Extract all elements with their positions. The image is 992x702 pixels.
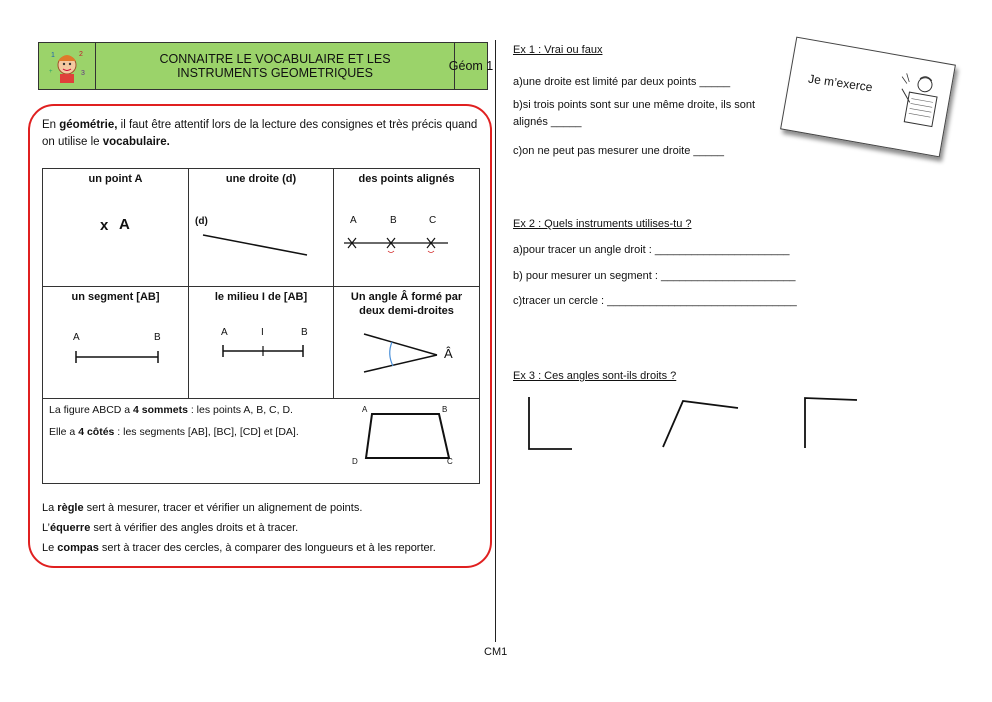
lesson-code: Géom 1 — [448, 59, 494, 73]
svg-text:+: + — [49, 69, 53, 75]
exercise-2-heading: Ex 2 : Quels instruments utilises-tu ? — [513, 218, 692, 230]
rule-line: La règle sert à mesurer, tracer et vérifier un alignement de points. — [42, 502, 363, 514]
cell-midpoint: le milieu I de [AB] A I B — [189, 287, 334, 399]
svg-text:2: 2 — [79, 51, 83, 58]
vocabulary-table — [42, 168, 480, 484]
quadrilateral-figure — [43, 399, 479, 483]
svg-text:1: 1 — [51, 52, 55, 59]
cell-line: une droite (d) (d) — [189, 169, 334, 287]
exercise-1-item-b: b)si trois points sont sur une même droite, ils sont alignés _____ — [513, 99, 756, 128]
exercise-3-heading: Ex 3 : Ces angles sont-ils droits ? — [513, 370, 677, 382]
exercise-card-label: Je m’exerce — [807, 71, 874, 95]
angle-3 — [805, 398, 857, 448]
midpoint-figure — [189, 287, 334, 399]
cell-point: un point A x A — [43, 169, 189, 287]
angle-2 — [663, 401, 738, 447]
cell-segment: un segment [AB] A B — [43, 287, 189, 399]
exercise-1-item-c: c)on ne peut pas mesurer une droite _____ — [513, 145, 724, 157]
cell-figure-abcd: La figure ABCD a 4 sommets : les points A, B, C, D. Elle a 4 côtés : les segments [AB], [BC], [CD] et [DA]. A B C D — [43, 399, 479, 483]
page-divider — [495, 40, 496, 642]
instruments-rules — [42, 498, 482, 558]
exercise-2-item-b: b) pour mesurer un segment : ______________________ — [513, 270, 796, 282]
angle-1 — [529, 397, 572, 449]
header-banner — [38, 42, 494, 90]
figure-vertices-text: La figure ABCD a 4 sommets : les points A, B, C, D. — [49, 404, 293, 416]
class-level: CM1 — [484, 646, 508, 658]
kids-logo-icon — [39, 43, 96, 89]
student-writing-icon — [891, 70, 944, 133]
figure-sides-text: Elle a 4 côtés : les segments [AB], [BC], [CD] et [DA]. — [49, 426, 299, 438]
lesson-intro: En géométrie, il faut être attentif lors de la lecture des consignes et très précis quand on utilise le vocabulaire. — [42, 119, 478, 148]
angle-figure — [334, 287, 479, 399]
exercise-1-item-a: a)une droite est limité par deux points _____ — [513, 76, 731, 88]
exercise-2-item-c: c)tracer un cercle : _______________________________ — [513, 295, 797, 307]
aligned-points-figure — [334, 169, 479, 287]
exercise-card — [780, 37, 956, 158]
exercise-3-angles — [515, 390, 875, 460]
rule-line: L’équerre sert à vérifier des angles droits et à tracer. — [42, 522, 299, 534]
line-d-figure — [189, 169, 334, 287]
svg-text:3: 3 — [81, 70, 85, 77]
cell-angle: Un angle Â formé par deux demi-droites Â — [334, 287, 479, 399]
exercise-1-heading: Ex 1 : Vrai ou faux — [513, 44, 603, 56]
exercise-2-item-a: a)pour tracer un angle droit : ______________________ — [513, 244, 790, 256]
rule-line: Le compas sert à tracer des cercles, à comparer des longueurs et à les reporter. — [42, 542, 436, 554]
cell-aligned: des points alignés A B C — [334, 169, 479, 287]
lesson-title: CONNAITRE LE VOCABULAIRE ET LES INSTRUMENTS GEOMETRIQUES — [96, 43, 455, 89]
segment-figure — [43, 287, 189, 399]
